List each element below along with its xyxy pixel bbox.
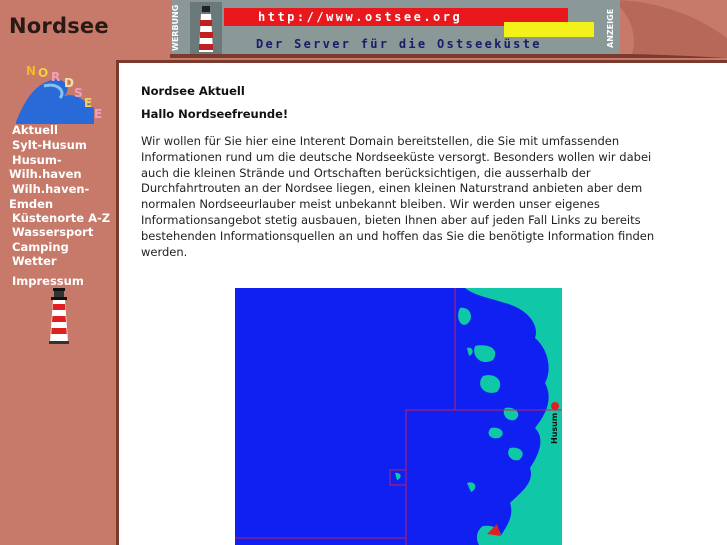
map-label-husum: Husum xyxy=(550,412,559,444)
banner-tagline: Der Server für die Ostseeküste xyxy=(256,37,542,51)
intro-paragraph: Wir wollen für Sie hier eine Interent Domain bereitstellen, die Sie mit umfassenden Informationen rund um die deutsche Nordseeküste versorgt. Besonders wollen wir dabei auch die kleinen Strände und Ortschaften berücksichtigen, die ausserhalb der Durchfahrtrouten an der Nordsee liegen, einen kleinen Naturstrand anbieten aber dem normalen Nordseeurlauber meist unbekannt bleiben. Wir werden unser eigenes Informationsangebot stetig ausbauen, bieten Ihnen aber auf jeden Fall Links zu bereits bestehenden Informationsquellen an und hoffen das Sie die benötigte Information finden werden. xyxy=(141,134,655,259)
logo-letter: N xyxy=(26,64,37,78)
nav-item-camping[interactable]: Camping xyxy=(12,240,69,254)
page-title: Nordsee Aktuell xyxy=(141,84,245,98)
site-title: Nordsee xyxy=(9,14,109,38)
banner-werbung-label: WERBUNG xyxy=(171,4,180,52)
logo-letter: O xyxy=(38,66,49,80)
banner-yellow-block xyxy=(504,22,594,37)
nav-item-sylt-husum[interactable]: Sylt-Husum xyxy=(12,138,87,152)
nordsee-logo[interactable] xyxy=(14,62,106,124)
logo-letter: D xyxy=(64,76,74,90)
nav-item-wilhelmshaven[interactable]: Wilh.haven xyxy=(9,167,82,181)
logo-letter: E xyxy=(94,107,103,121)
nav-item-aktuell[interactable]: Aktuell xyxy=(12,123,58,137)
nav-item-husum[interactable]: Husum- xyxy=(12,153,62,167)
nav-item-wassersport[interactable]: Wassersport xyxy=(12,225,94,239)
greeting-heading: Hallo Nordseefreunde! xyxy=(141,107,289,121)
nav-item-wetter[interactable]: Wetter xyxy=(12,254,57,268)
nav-item-kuestenorte[interactable]: Küstenorte A-Z xyxy=(12,211,111,225)
nordsee-map[interactable] xyxy=(235,288,562,545)
nav-item-impressum[interactable]: Impressum xyxy=(12,274,84,288)
lighthouse-icon xyxy=(190,2,222,54)
lighthouse-icon xyxy=(47,288,71,344)
logo-letter: S xyxy=(74,86,83,100)
nav-item-wilhelmshaven-emden[interactable]: Wilh.haven- xyxy=(12,182,90,196)
banner-url-link[interactable]: http://www.ostsee.org xyxy=(224,8,568,26)
banner-anzeige-label: ANZEIGE xyxy=(606,8,615,48)
logo-letter: R xyxy=(51,70,61,84)
nav-item-emden[interactable]: Emden xyxy=(9,197,54,211)
logo-letter: E xyxy=(84,96,93,110)
